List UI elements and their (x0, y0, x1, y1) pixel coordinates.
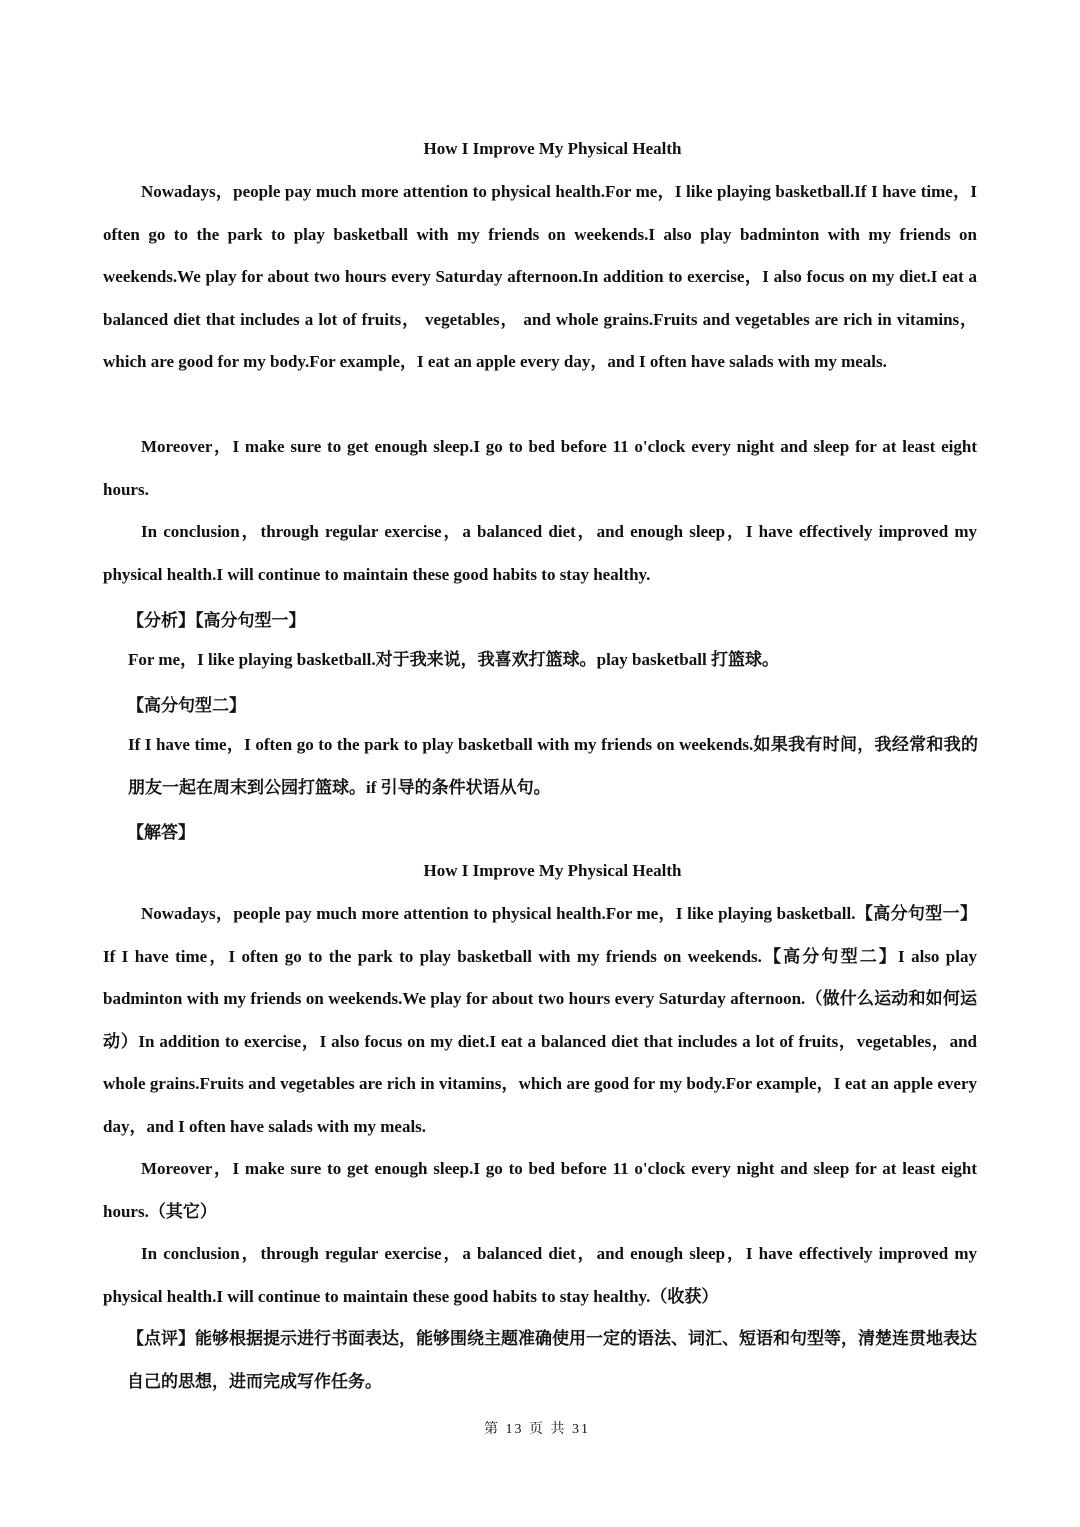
analysis-sentence-2: If I have time，I often go to the park to play basketball with my friends on weekends.如果我有时间，我经常和我的朋友一起在周末到公园打篮球。if 引导的条件状语从句。 (128, 735, 978, 797)
answer-title: How I Improve My Physical Health (423, 861, 682, 880)
answer-label: 【解答】 (127, 823, 195, 842)
essay-paragraph-2: Moreover，I make sure to get enough sleep.I go to bed before 11 o'clock every night and sleep for at least eight hours. (103, 437, 977, 499)
essay-paragraph-3: In conclusion，through regular exercise，a balanced diet，and enough sleep，I have effectively improved my physical health.I will continue to maintain these good habits to stay healthy. (103, 522, 977, 584)
answer-paragraph-3: In conclusion，through regular exercise，a balanced diet，and enough sleep，I have effectively improved my physical health.I will continue to maintain these good habits to stay healthy.（收获） (103, 1244, 977, 1306)
answer-paragraph-2: Moreover，I make sure to get enough sleep.I go to bed before 11 o'clock every night and sleep for at least eight hours.（其它） (103, 1159, 977, 1221)
essay-paragraph-1: Nowadays，people pay much more attention to physical health.For me，I like playing basketball.If I have time，I often go to the park to play basketball with my friends on weekends.I also play badminton with my friends on weekends.We play for about two hours every Saturday afternoon.In addition to exercise，I also focus on my diet.I eat a balanced diet that includes a lot of fruits， vegetables， and whole grains.Fruits and vegetables are rich in vitamins， which are good for my body.For example，I eat an apple every day，and I often have salads with my meals. (103, 182, 977, 371)
comment-text: 【点评】能够根据提示进行书面表达，能够围绕主题准确使用一定的语法、词汇、短语和句型等，清楚连贯地表达自己的思想，进而完成写作任务。 (127, 1329, 977, 1391)
analysis-sentence-1: For me，I like playing basketball.对于我来说，我喜欢打篮球。play basketball 打篮球。 (128, 650, 779, 669)
page-footer: 第 13 页 共 31 (484, 1422, 590, 1437)
analysis-label-2: 【高分句型二】 (127, 696, 246, 715)
answer-paragraph-1: Nowadays，people pay much more attention to physical health.For me，I like playing basketball.【高分句型一】If I have time，I often go to the park to play basketball with my friends on weekends.【高分句型二】I also play badminton with my friends on weekends.We play for about two hours every Saturday afternoon.（做什么运动和如何运动）In addition to exercise，I also focus on my diet.I eat a balanced diet that includes a lot of fruits，vegetables，and whole grains.Fruits and vegetables are rich in vitamins，which are good for my body.For example，I eat an apple every day，and I often have salads with my meals. (103, 904, 977, 1136)
essay-title: How I Improve My Physical Health (423, 139, 682, 158)
analysis-label: 【分析】【高分句型一】 (127, 611, 306, 630)
comment-paragraph (127, 1318, 977, 1403)
